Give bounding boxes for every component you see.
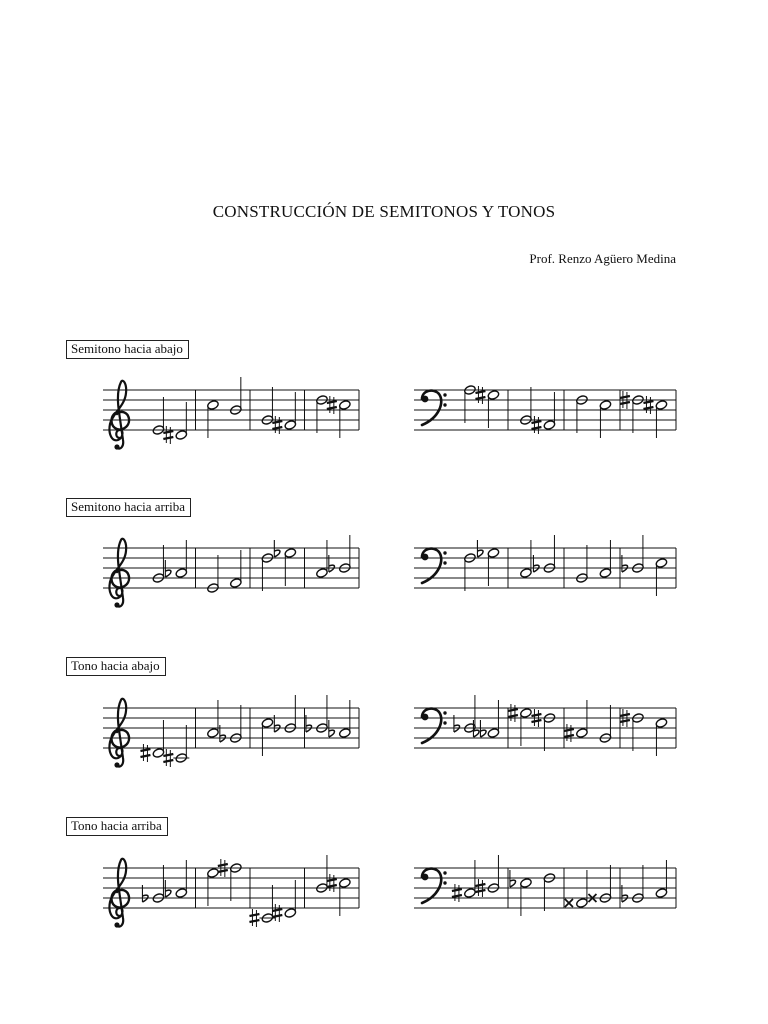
section-label-semitono-abajo: Semitono hacia abajo	[66, 340, 189, 359]
sharp-icon	[163, 426, 173, 444]
half-note	[173, 725, 189, 763]
half-note	[655, 558, 668, 596]
note-head	[175, 888, 188, 899]
sharp-icon	[272, 416, 282, 434]
note-head	[520, 708, 533, 719]
half-note	[338, 700, 351, 738]
half-note	[284, 392, 297, 430]
half-note	[599, 400, 612, 438]
half-note	[261, 718, 274, 756]
note-head	[576, 898, 589, 909]
sharp-icon	[272, 904, 282, 922]
half-note	[338, 878, 351, 916]
note-head	[655, 400, 668, 411]
note-head	[284, 908, 297, 919]
half-note	[175, 540, 188, 578]
note-head	[261, 718, 274, 729]
note-head	[175, 568, 188, 579]
treble-staff-semitono-abajo	[103, 368, 359, 458]
sharp-icon	[140, 744, 150, 762]
half-note	[520, 708, 533, 746]
double-sharp-icon	[565, 899, 573, 907]
note-head	[487, 390, 500, 401]
half-note	[207, 868, 220, 906]
half-note	[316, 540, 329, 578]
treble-clef-icon	[109, 381, 129, 450]
half-note	[207, 400, 220, 438]
note-head	[284, 548, 297, 559]
half-note	[599, 540, 612, 578]
half-note	[520, 878, 533, 916]
treble-clef-icon	[109, 539, 129, 608]
note-head	[316, 568, 329, 579]
treble-staff-tono-abajo	[103, 686, 359, 776]
half-note	[284, 880, 297, 918]
note-head	[655, 558, 668, 569]
note-head	[543, 420, 556, 431]
half-note	[655, 860, 668, 898]
note-head	[284, 420, 297, 431]
half-note	[152, 720, 165, 758]
section-label-tono-abajo: Tono hacia abajo	[66, 657, 166, 676]
sharp-icon	[163, 749, 173, 767]
sharp-icon	[327, 874, 337, 892]
half-note	[576, 870, 589, 908]
treble-clef-icon	[109, 699, 129, 768]
sharp-icon	[327, 396, 337, 414]
half-note	[464, 860, 477, 898]
bass-staff-tono-abajo	[414, 686, 676, 776]
note-head	[520, 568, 533, 579]
section-label-tono-arriba: Tono hacia arriba	[66, 817, 168, 836]
sharp-icon	[452, 884, 462, 902]
note-head	[229, 578, 242, 589]
sharp-icon	[564, 724, 574, 742]
note-head	[520, 878, 533, 889]
bass-staff-semitono-arriba	[414, 526, 676, 616]
half-note	[655, 718, 668, 756]
treble-staff-tono-arriba	[103, 846, 359, 936]
note-head	[338, 728, 351, 739]
sharp-icon	[531, 416, 541, 434]
page-title: CONSTRUCCIÓN DE SEMITONOS Y TONOS	[212, 202, 556, 221]
bass-staff-semitono-abajo	[414, 368, 676, 458]
sharp-icon	[475, 386, 485, 404]
treble-staff-semitono-arriba	[103, 526, 359, 616]
sharp-icon	[643, 396, 653, 414]
half-note	[175, 402, 188, 440]
half-note	[543, 392, 556, 430]
note-head	[152, 748, 165, 759]
note-head	[207, 728, 220, 739]
note-head	[338, 400, 351, 411]
treble-clef-icon	[109, 859, 129, 928]
half-note	[284, 548, 297, 586]
note-head	[175, 430, 188, 441]
half-note	[207, 700, 220, 738]
half-note	[576, 700, 589, 738]
sharp-icon	[508, 704, 518, 722]
note-head	[464, 888, 477, 899]
half-note	[175, 860, 188, 898]
note-head	[207, 868, 220, 879]
note-head	[576, 728, 589, 739]
note-head	[655, 888, 668, 899]
half-note	[229, 550, 242, 588]
note-head	[487, 728, 500, 739]
sharp-icon	[249, 909, 259, 927]
note-head	[599, 568, 612, 579]
note-head	[599, 400, 612, 411]
half-note	[487, 390, 500, 428]
half-note	[520, 540, 533, 578]
note-head	[655, 718, 668, 729]
half-note	[487, 548, 500, 586]
section-label-semitono-arriba: Semitono hacia arriba	[66, 498, 191, 517]
bass-staff-tono-arriba	[414, 846, 676, 936]
half-note	[487, 700, 500, 738]
note-head	[207, 400, 220, 411]
note-head	[487, 548, 500, 559]
note-head	[338, 878, 351, 889]
author-name: Prof. Renzo Agüero Medina	[529, 251, 676, 266]
half-note	[338, 400, 351, 438]
half-note	[655, 400, 668, 438]
